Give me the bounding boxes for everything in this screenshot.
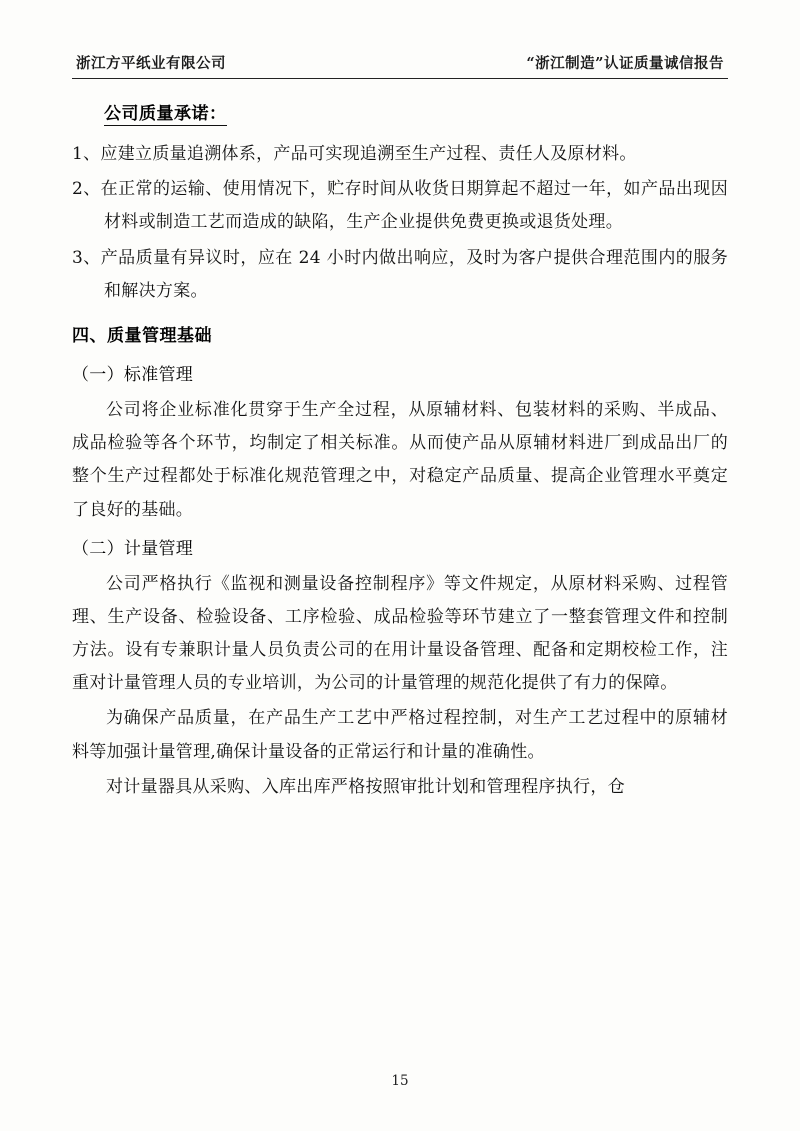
- subsection-one-paragraph: 公司将企业标准化贯穿于生产全过程，从原辅材料、包装材料的采购、半成品、成品检验等各个环节，均制定了相关标准。从而使产品从原辅材料进厂到成品出厂的整个生产过程都处于标准化规范管理之中，对稳定产品质量、提高企业管理水平奠定了良好的基础。: [72, 400, 728, 520]
- commitment-item-2: 2、在正常的运输、使用情况下，贮存时间从收货日期算起不超过一年，如产品出现因材料或制造工艺而造成的缺陷，生产企业提供免费更换或退货处理。: [72, 179, 728, 233]
- subsection-two-paragraph-3: 对计量器具从采购、入库出库严格按照审批计划和管理程序执行，仓: [106, 776, 625, 797]
- document-body: [72, 101, 728, 804]
- section-heading-four: 四、质量管理基础: [72, 325, 212, 346]
- commitment-item-1: 1、应建立质量追溯体系，产品可实现追溯至生产过程、责任人及原材料。: [72, 144, 637, 165]
- page-number: 15: [391, 1073, 409, 1089]
- commitment-title-text: 公司质量承诺：: [104, 104, 227, 124]
- running-header: [72, 52, 728, 79]
- subsection-two-paragraph-2: 为确保产品质量，在产品生产工艺中严格过程控制，对生产工艺过程中的原辅材料等加强计量管理,确保计量设备的正常运行和计量的准确性。: [72, 708, 728, 762]
- commitment-item-3: 3、产品质量有异议时，应在 24 小时内做出响应，及时为客户提供合理范围内的服务和解决方案。: [72, 247, 728, 301]
- subsection-label-one: （一）标准管理: [72, 365, 194, 386]
- subsection-label-two: （二）计量管理: [72, 538, 194, 559]
- header-company-name: 浙江方平纸业有限公司: [76, 55, 226, 72]
- header-report-title: “浙江制造”认证质量诚信报告: [526, 55, 724, 72]
- subsection-two-paragraph-1: 公司严格执行《监视和测量设备控制程序》等文件规定，从原材料采购、过程管理、生产设备、检验设备、工序检验、成品检验等环节建立了一整套管理文件和控制方法。设有专兼职计量人员负责公司的在用计量设备管理、配备和定期校检工作，注重对计量管理人员的专业培训，为公司的计量管理的规范化提供了有力的保障。: [72, 573, 728, 694]
- commitment-title: [72, 101, 728, 128]
